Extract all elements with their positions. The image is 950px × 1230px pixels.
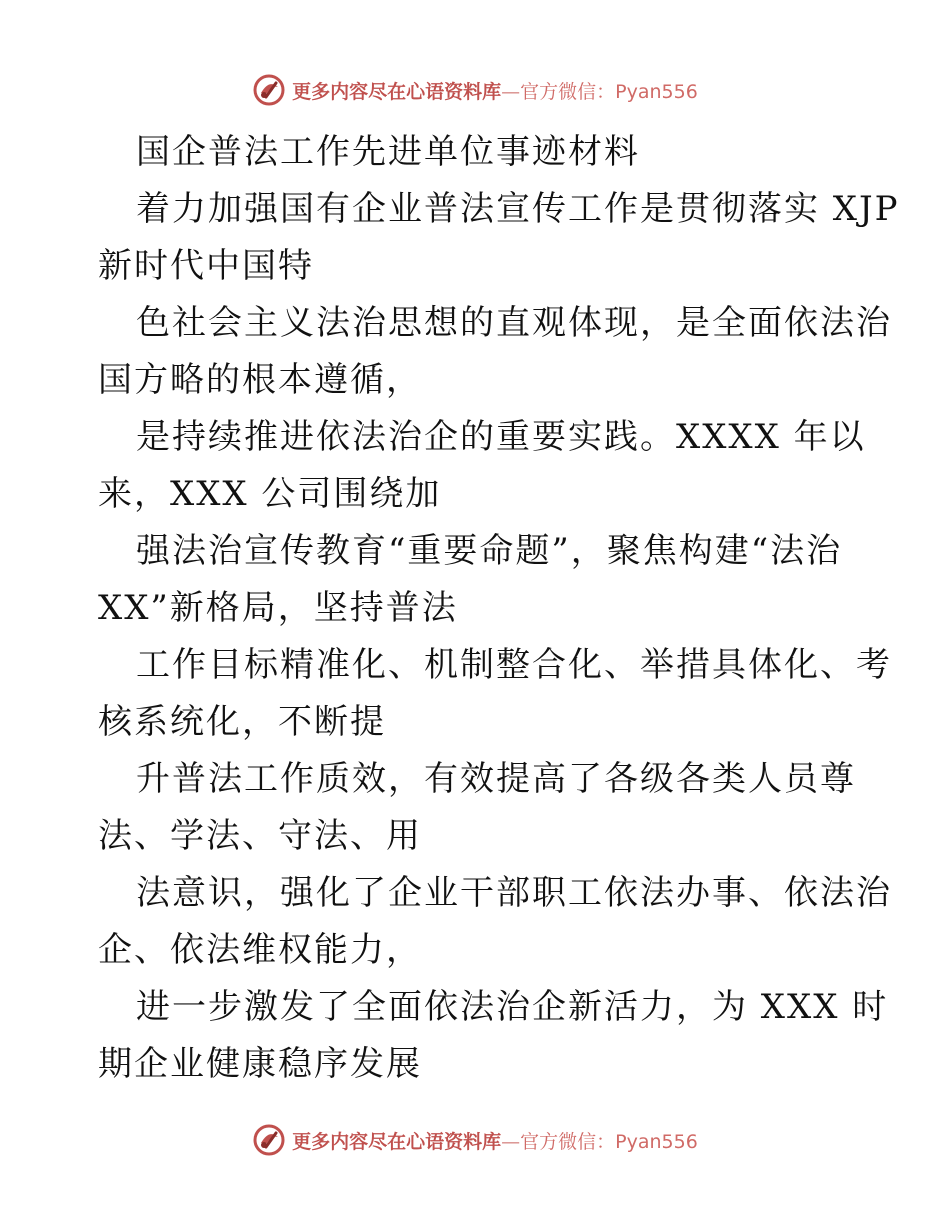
footer-banner-title: 更多内容尽在心语资料库 xyxy=(292,1130,502,1153)
header-banner-contact: 官方微信：Pyan556 xyxy=(520,80,698,103)
document-line: 期企业健康稳序发展 xyxy=(98,1044,422,1084)
document-line: 法、学法、守法、用 xyxy=(98,816,422,856)
footer-banner xyxy=(0,1120,950,1160)
red-swirl-logo-icon xyxy=(252,73,286,107)
header-banner-text xyxy=(292,77,698,104)
footer-banner-dash: — xyxy=(501,1130,521,1153)
document-line: 来，XXX 公司围绕加 xyxy=(98,474,442,514)
footer-banner-contact: 官方微信：Pyan556 xyxy=(520,1130,698,1153)
document-line: XX”新格局，坚持普法 xyxy=(98,588,458,628)
document-line: 着力加强国有企业普法宣传工作是贯彻落实 XJP xyxy=(136,189,900,229)
document-line: 法意识，强化了企业干部职工依法办事、依法治 xyxy=(136,873,892,913)
document-line: 工作目标精准化、机制整合化、举措具体化、考 xyxy=(136,645,892,685)
document-line: 是持续推进依法治企的重要实践。XXXX 年以 xyxy=(136,417,866,457)
document-title: 国企普法工作先进单位事迹材料 xyxy=(136,132,640,172)
document-line: 色社会主义法治思想的直观体现，是全面依法治 xyxy=(136,303,892,343)
document-line: 强法治宣传教育“重要命题”，聚焦构建“法治 xyxy=(136,531,843,571)
document-line: 核系统化，不断提 xyxy=(98,702,386,742)
document-line: 升普法工作质效，有效提高了各级各类人员尊 xyxy=(136,759,856,799)
footer-banner-inner xyxy=(252,1123,698,1157)
document-line: 国方略的根本遵循， xyxy=(98,360,422,400)
header-banner-inner xyxy=(252,73,698,107)
document-line: 新时代中国特 xyxy=(98,246,314,286)
header-banner-title: 更多内容尽在心语资料库 xyxy=(292,80,502,103)
header-banner-dash: — xyxy=(501,80,521,103)
footer-banner-text xyxy=(292,1127,698,1154)
document-line: 进一步激发了全面依法治企新活力，为 XXX 时 xyxy=(136,987,889,1027)
header-banner xyxy=(0,70,950,110)
red-swirl-logo-icon xyxy=(252,1123,286,1157)
document-line: 企、依法维权能力， xyxy=(98,930,422,970)
document-body xyxy=(98,124,900,1093)
